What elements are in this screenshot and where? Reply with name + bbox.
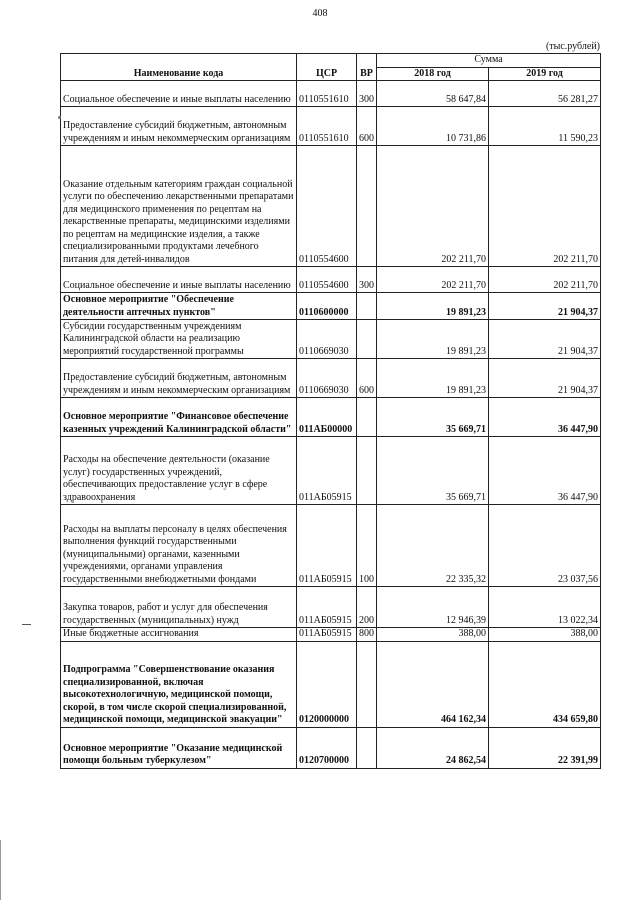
cell-2018: 58 647,84: [377, 81, 489, 107]
cell-2018: 35 669,71: [377, 437, 489, 505]
cell-name: Расходы на выплаты персоналу в целях обеспечения выполнения функций государственными (муниципальными) органами, казенными учреждениями, органами управления государственными внебюджетными фондами: [61, 505, 297, 587]
cell-name: Подпрограмма "Совершенствование оказания специализированной, включая высокотехнологичную, медицинской помощи, скорой, в том числе скорой специализированной, медицинской помощи, медицинской эвакуации": [61, 641, 297, 727]
cell-2019: 434 659,80: [489, 641, 601, 727]
cell-2019: 56 281,27: [489, 81, 601, 107]
table-row: [61, 628, 601, 642]
header-sum: Сумма: [377, 54, 601, 68]
margin-line: [0, 840, 1, 900]
table-row: [61, 398, 601, 437]
cell-name: Социальное обеспечение и иные выплаты населению: [61, 267, 297, 293]
cell-vr: [357, 146, 377, 267]
cell-2019: 21 904,37: [489, 293, 601, 320]
cell-csr: 0110600000: [297, 293, 357, 320]
cell-csr: 011АБ00000: [297, 398, 357, 437]
cell-2019: 21 904,37: [489, 320, 601, 359]
units-label: (тыс.рублей): [545, 41, 600, 52]
cell-csr: 011АБ05915: [297, 437, 357, 505]
cell-csr: 011АБ05915: [297, 587, 357, 628]
cell-vr: 600: [357, 107, 377, 146]
cell-csr: 0110554600: [297, 146, 357, 267]
cell-2019: 23 037,56: [489, 505, 601, 587]
table-row: [61, 267, 601, 293]
cell-name: Основное мероприятие "Финансовое обеспечение казенных учреждений Калининградской области": [61, 398, 297, 437]
cell-name: Предоставление субсидий бюджетным, автономным учреждениям и иным некоммерческим организациям: [61, 107, 297, 146]
table-row: [61, 641, 601, 727]
cell-vr: [357, 641, 377, 727]
cell-csr: 0110554600: [297, 267, 357, 293]
cell-vr: 200: [357, 587, 377, 628]
cell-2018: 202 211,70: [377, 267, 489, 293]
cell-csr: 011АБ05915: [297, 505, 357, 587]
table-row: [61, 359, 601, 398]
cell-name: Социальное обеспечение и иные выплаты населению: [61, 81, 297, 107]
cell-2019: 36 447,90: [489, 437, 601, 505]
cell-2019: 11 590,23: [489, 107, 601, 146]
cell-2019: 21 904,37: [489, 359, 601, 398]
cell-2018: 388,00: [377, 628, 489, 642]
cell-2018: 19 891,23: [377, 320, 489, 359]
cell-2019: 202 211,70: [489, 267, 601, 293]
header-csr: ЦСР: [297, 54, 357, 81]
table-row: [61, 587, 601, 628]
cell-vr: 800: [357, 628, 377, 642]
header-name: Наименование кода: [61, 54, 297, 81]
cell-vr: [357, 437, 377, 505]
cell-2018: 10 731,86: [377, 107, 489, 146]
page-number: 408: [312, 8, 328, 19]
cell-csr: 0110551610: [297, 81, 357, 107]
cell-2019: 36 447,90: [489, 398, 601, 437]
table-row: [61, 107, 601, 146]
cell-vr: 300: [357, 267, 377, 293]
cell-vr: 300: [357, 81, 377, 107]
budget-table: [60, 53, 601, 769]
header-row-top: [61, 54, 601, 68]
cell-2019: 388,00: [489, 628, 601, 642]
cell-name: Основное мероприятие "Оказание медицинской помощи больным туберкулезом": [61, 727, 297, 768]
cell-csr: 0110669030: [297, 320, 357, 359]
cell-name: Оказание отдельным категориям граждан социальной услуги по обеспечению лекарственными препаратами для медицинского применения по рецептам на лекарственные препараты, медицинскими изделиями по рецептам на медицинские изделия, а также специализированными продуктами лечебного питания для детей-инвалидов: [61, 146, 297, 267]
cell-name: Расходы на обеспечение деятельности (оказание услуг) государственных учреждений, обеспечивающих предоставление услуг в сфере здравоохранения: [61, 437, 297, 505]
cell-2018: 19 891,23: [377, 293, 489, 320]
cell-csr: 0110551610: [297, 107, 357, 146]
cell-vr: 100: [357, 505, 377, 587]
header-vr: ВР: [357, 54, 377, 81]
cell-2018: 35 669,71: [377, 398, 489, 437]
scan-mark: [58, 116, 61, 119]
cell-csr: 0120000000: [297, 641, 357, 727]
table-row: [61, 146, 601, 267]
margin-mark: [22, 624, 31, 625]
cell-2018: 464 162,34: [377, 641, 489, 727]
table-row: [61, 505, 601, 587]
cell-2018: 19 891,23: [377, 359, 489, 398]
table-row: [61, 727, 601, 768]
cell-2019: 202 211,70: [489, 146, 601, 267]
cell-name: Закупка товаров, работ и услуг для обеспечения государственных (муниципальных) нужд: [61, 587, 297, 628]
cell-name: Основное мероприятие "Обеспечение деятельности аптечных пунктов": [61, 293, 297, 320]
cell-vr: [357, 398, 377, 437]
table-row: [61, 437, 601, 505]
table-body: [61, 81, 601, 769]
cell-csr: 011АБ05915: [297, 628, 357, 642]
header-year-2019: 2019 год: [489, 67, 601, 81]
table-row: [61, 81, 601, 107]
cell-2018: 24 862,54: [377, 727, 489, 768]
cell-name: Субсидии государственным учреждениям Калининградской области на реализацию мероприятий государственной программы: [61, 320, 297, 359]
cell-name: Предоставление субсидий бюджетным, автономным учреждениям и иным некоммерческим организациям: [61, 359, 297, 398]
cell-2019: 22 391,99: [489, 727, 601, 768]
cell-csr: 0110669030: [297, 359, 357, 398]
cell-2018: 202 211,70: [377, 146, 489, 267]
header-year-2018: 2018 год: [377, 67, 489, 81]
table-row: [61, 293, 601, 320]
cell-vr: 600: [357, 359, 377, 398]
cell-2019: 13 022,34: [489, 587, 601, 628]
cell-vr: [357, 727, 377, 768]
cell-csr: 0120700000: [297, 727, 357, 768]
cell-2018: 12 946,39: [377, 587, 489, 628]
cell-vr: [357, 320, 377, 359]
cell-2018: 22 335,32: [377, 505, 489, 587]
table-row: [61, 320, 601, 359]
cell-name: Иные бюджетные ассигнования: [61, 628, 297, 642]
cell-vr: [357, 293, 377, 320]
